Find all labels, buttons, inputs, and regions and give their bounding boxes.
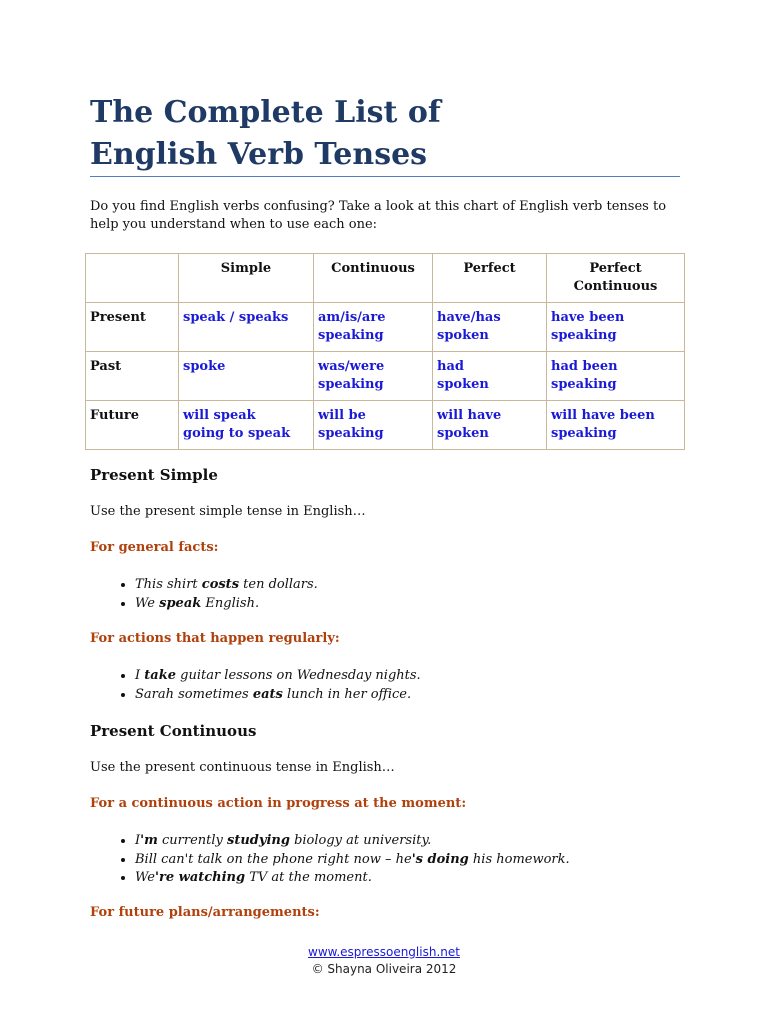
usage-rule-heading: For a continuous action in progress at the moment:	[90, 796, 467, 811]
section-title-present-simple: Present Simple	[90, 466, 218, 484]
list-item: • We speak English.	[135, 595, 318, 614]
list-item: • Sarah sometimes eats lunch in her office.	[135, 686, 421, 705]
table-cell: had been speaking	[547, 352, 685, 401]
table-cell: have been speaking	[547, 303, 685, 352]
list-item: • This shirt costs ten dollars.	[135, 576, 318, 595]
example-list	[90, 667, 421, 704]
header-perfect: Perfect	[433, 254, 547, 303]
title-line-2: English Verb Tenses	[90, 137, 428, 172]
row-label: Present	[86, 303, 179, 352]
page-footer	[0, 944, 768, 978]
usage-rule-heading: For actions that happen regularly:	[90, 631, 340, 646]
title-divider	[90, 176, 680, 177]
list-item: • I'm currently studying biology at university.	[135, 832, 570, 851]
table-row-future	[86, 401, 685, 450]
table-row-past	[86, 352, 685, 401]
table-cell: will have spoken	[433, 401, 547, 450]
table-cell: speak / speaks	[179, 303, 314, 352]
website-link[interactable]: www.espressoenglish.net	[308, 945, 460, 959]
row-label: Future	[86, 401, 179, 450]
copyright-text: © Shayna Oliveira 2012	[311, 962, 457, 976]
usage-rule-heading: For general facts:	[90, 540, 219, 555]
title-line-1: The Complete List of	[90, 95, 441, 130]
header-corner	[86, 254, 179, 303]
table-cell: will be speaking	[314, 401, 433, 450]
table-cell: have/has spoken	[433, 303, 547, 352]
table-cell: spoke	[179, 352, 314, 401]
table-cell: will have been speaking	[547, 401, 685, 450]
verb-tense-table	[85, 253, 685, 450]
section-title-present-continuous: Present Continuous	[90, 722, 257, 740]
table-row-present	[86, 303, 685, 352]
example-list	[90, 832, 570, 888]
example-list	[90, 576, 318, 613]
usage-intro: Use the present continuous tense in English…	[90, 760, 395, 775]
intro-paragraph: Do you find English verbs confusing? Take a look at this chart of English verb tenses to help you understand when to use each one:	[90, 199, 667, 232]
list-item: • I take guitar lessons on Wednesday nights.	[135, 667, 421, 686]
header-simple: Simple	[179, 254, 314, 303]
list-item: • Bill can't talk on the phone right now – he's doing his homework.	[135, 851, 570, 870]
page-title	[90, 92, 441, 176]
usage-intro: Use the present simple tense in English…	[90, 504, 366, 519]
row-label: Past	[86, 352, 179, 401]
table-cell: will speak going to speak	[179, 401, 314, 450]
table-cell: had spoken	[433, 352, 547, 401]
table-header-row	[86, 254, 685, 303]
usage-rule-heading: For future plans/arrangements:	[90, 905, 320, 920]
list-item: • We're watching TV at the moment.	[135, 869, 570, 888]
header-perfect-continuous: Perfect Continuous	[547, 254, 685, 303]
header-continuous: Continuous	[314, 254, 433, 303]
table-cell: was/were speaking	[314, 352, 433, 401]
table-cell: am/is/are speaking	[314, 303, 433, 352]
